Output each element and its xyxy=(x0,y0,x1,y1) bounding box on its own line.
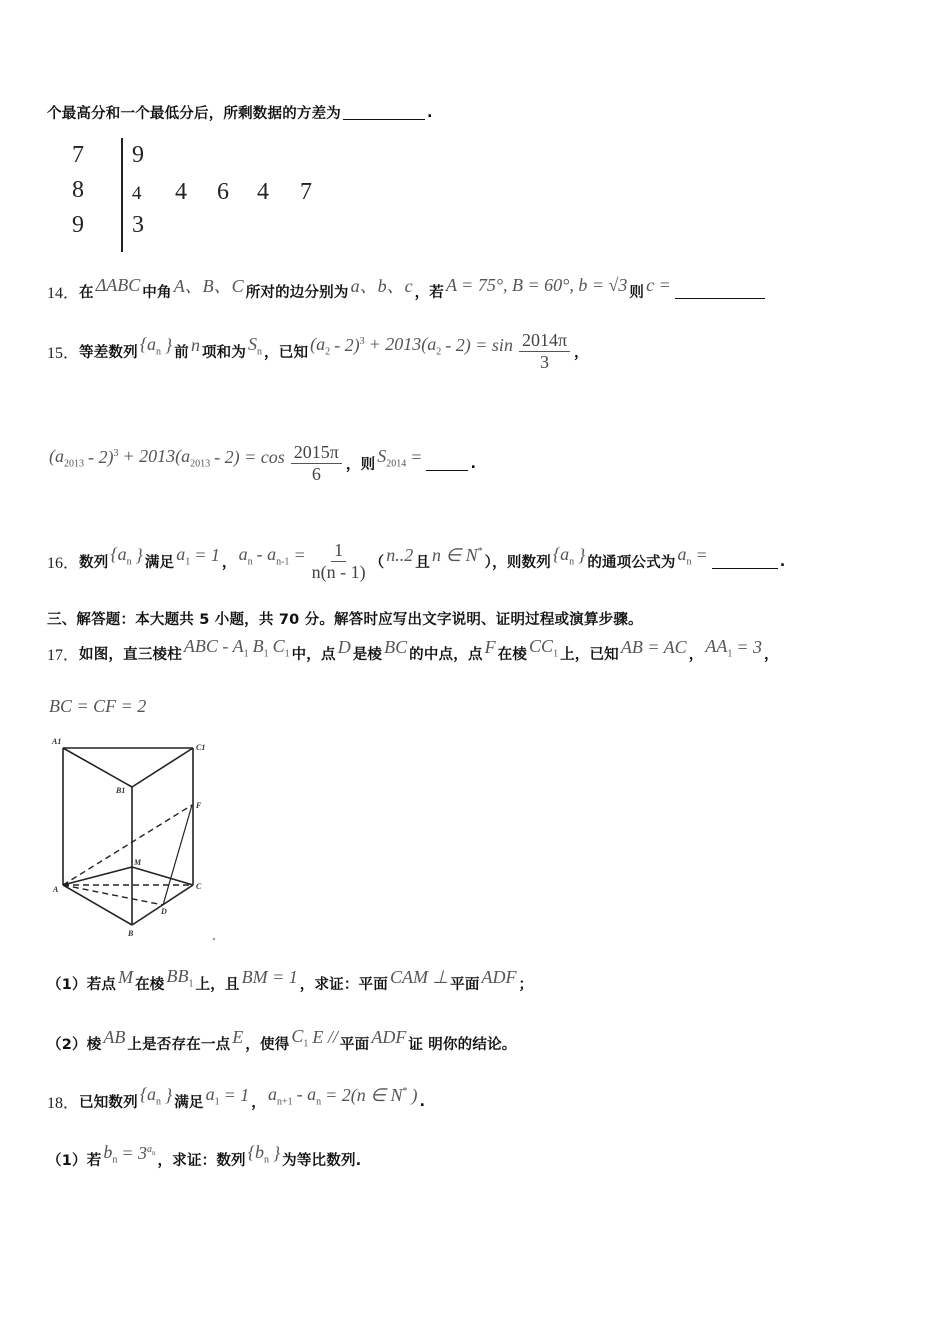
text-run: BB xyxy=(166,966,189,986)
text-run: ， xyxy=(764,647,779,664)
text-run: {a xyxy=(139,333,157,354)
subscript: 2 xyxy=(325,346,331,358)
text-run: } xyxy=(578,545,586,565)
stem: 9 xyxy=(72,212,84,238)
text-run: a xyxy=(238,543,248,564)
subscript: n xyxy=(686,556,692,568)
text-run: ， xyxy=(688,647,704,664)
text-run: C xyxy=(272,636,285,656)
superscript: * xyxy=(477,546,483,557)
leaf: 7 xyxy=(300,179,312,205)
text-run: = 3 xyxy=(736,637,763,658)
text-run: = xyxy=(410,447,423,467)
label-a: A xyxy=(53,885,59,894)
text-run: 在棱 xyxy=(497,647,528,664)
text-run: 已知数列 xyxy=(79,1095,138,1112)
text-run: （1）若点 xyxy=(47,977,117,994)
text-run: - 2) xyxy=(334,335,360,355)
text-run: CAM ⊥ xyxy=(389,967,449,988)
text-run: 等差数列 xyxy=(79,345,138,361)
stem: 8 xyxy=(72,177,84,203)
label-b: B xyxy=(128,929,134,938)
text-run: = 1 xyxy=(194,545,220,565)
subscript: 2014 xyxy=(386,458,407,470)
text-run: 满足 xyxy=(174,1095,204,1112)
superscript: 3 xyxy=(359,336,365,347)
leaf: 6 xyxy=(217,179,229,205)
subscript: 2013 xyxy=(190,458,211,470)
text-run: a xyxy=(205,1084,215,1104)
text-run: A = 75°, B = 60°, b = √3 xyxy=(446,274,628,295)
text-run: (a xyxy=(310,333,326,354)
fraction-denominator: 6 xyxy=(311,464,321,484)
text-run: n..2 xyxy=(386,545,414,565)
text-run: 项和为 xyxy=(201,345,247,361)
text-run: {a xyxy=(139,1084,157,1104)
subscript: n xyxy=(156,346,162,358)
subscript: n xyxy=(156,1096,162,1108)
subscript: 1 xyxy=(284,648,290,660)
text-run: 是棱 xyxy=(352,647,383,664)
text-run: ，若 xyxy=(414,284,444,301)
fraction-numerator: 2014π xyxy=(519,330,570,352)
subscript: 1 xyxy=(214,1096,220,1108)
text-run: ； xyxy=(518,977,534,994)
subscript: 2 xyxy=(436,346,442,358)
text-run: 则 xyxy=(629,284,645,301)
text-run: ，已知 xyxy=(264,345,309,361)
leaf: 4 xyxy=(257,179,269,205)
subscript: 1 xyxy=(188,978,194,990)
text-run: 且 xyxy=(415,555,430,571)
text-run: 16． xyxy=(47,555,80,572)
text-run: BC = CF = 2 xyxy=(49,696,147,716)
text-run: 的中点，点 xyxy=(409,647,483,664)
fraction-denominator: 3 xyxy=(539,352,549,372)
text-run: 15． xyxy=(47,345,80,362)
text-run: 个最高分和一个最低分后，所剩数据的方差为 xyxy=(47,106,341,122)
subscript: n+1 xyxy=(277,1096,293,1108)
text-run: C xyxy=(291,1026,304,1046)
text-run: B xyxy=(252,636,264,656)
leaf: 9 xyxy=(132,142,144,168)
subscript: n xyxy=(126,556,132,568)
text-run: 上，且 xyxy=(195,977,240,994)
text-run: A、B、C xyxy=(173,276,244,296)
text-run: CC xyxy=(529,636,554,656)
text-run: ΔABC xyxy=(95,274,141,295)
text-run: - a xyxy=(296,1084,317,1104)
superscript: 3 xyxy=(113,448,119,459)
label-f: F xyxy=(196,801,202,810)
label-m: M xyxy=(134,858,142,867)
text-run: 在棱 xyxy=(135,977,165,994)
edge-a-m xyxy=(63,867,132,885)
text-run: } xyxy=(165,335,173,355)
dashed-a-d xyxy=(63,885,163,905)
text-run: ，求证：平面 xyxy=(299,977,388,994)
text-run: D xyxy=(337,637,351,658)
text-run: (a xyxy=(49,445,64,466)
text-run: 中，点 xyxy=(291,647,336,664)
text-run: + 2013(a xyxy=(122,445,191,466)
text-run: 的通项公式为 xyxy=(587,555,676,571)
label-c: C xyxy=(196,882,202,891)
text-run: = 3 xyxy=(121,1143,148,1164)
subscript: n xyxy=(112,1154,118,1166)
text-run: + 2013(a xyxy=(368,333,437,354)
text-run: ) xyxy=(411,1085,418,1106)
text-run: {a xyxy=(552,543,570,564)
text-run: E xyxy=(232,1027,244,1048)
text-run: 所对的边分别为 xyxy=(245,284,349,301)
text-run: AB = AC xyxy=(620,637,687,658)
fraction-numerator: 1 xyxy=(331,540,346,562)
text-run: 14． xyxy=(47,284,80,302)
text-run: 数列 xyxy=(79,555,109,571)
text-run: - 2) = cos xyxy=(214,447,285,467)
text-run: a xyxy=(268,1084,277,1104)
text-run: 17． xyxy=(47,647,80,665)
text-run: ，则 xyxy=(345,457,376,473)
text-run: 上是否存在一点 xyxy=(127,1037,231,1054)
subscript: n xyxy=(569,556,575,568)
label-b1: B1 xyxy=(116,786,126,795)
leaf: 4 xyxy=(175,179,187,205)
text-run: （1）若 xyxy=(47,1153,102,1170)
text-run: 中角 xyxy=(142,284,172,301)
subscript: 1 xyxy=(263,648,269,660)
subscript: 1 xyxy=(553,648,559,660)
leaf: 3 xyxy=(132,212,144,238)
subscript: 1 xyxy=(303,1038,309,1050)
text-run: - 2) xyxy=(88,447,114,467)
text-run: - a xyxy=(256,543,277,564)
text-run: 前 xyxy=(174,345,189,361)
text-run: ADF xyxy=(371,1027,407,1048)
superscript: * xyxy=(402,1086,408,1098)
fraction-denominator: n(n - 1) xyxy=(311,562,366,582)
text-run: AB xyxy=(103,1027,126,1048)
text-run: ， xyxy=(251,1095,266,1112)
text-run: ，使得 xyxy=(245,1037,290,1054)
text-run: （2）棱 xyxy=(47,1037,102,1054)
text-run: a xyxy=(677,543,687,564)
superscript: an xyxy=(147,1144,156,1158)
fraction-numerator: 2015π xyxy=(291,442,342,464)
text-run: a、b、c xyxy=(350,276,413,296)
text-run: b xyxy=(103,1142,113,1162)
text-run: {b xyxy=(247,1142,264,1162)
text-run: n ∈ N xyxy=(431,545,478,565)
subscript: n-1 xyxy=(276,556,290,568)
stem: 7 xyxy=(72,142,84,168)
text-run: } xyxy=(272,1143,281,1164)
text-run: } xyxy=(165,1085,173,1106)
text-run: AA xyxy=(705,636,728,656)
leaf: 4 xyxy=(132,183,142,204)
label-c1: C1 xyxy=(196,743,206,752)
edge-a-b xyxy=(63,885,132,925)
text-run: S xyxy=(377,445,387,466)
edge-m-c xyxy=(132,867,193,885)
text-run: ， xyxy=(221,555,237,571)
text-run: 三、解答题：本大题共 5 小题，共 70 分。解答时应写出文字说明、证明过程或演算步骤。 xyxy=(47,612,643,628)
text-run: = 2(n ∈ N xyxy=(325,1085,403,1106)
subscript: n xyxy=(257,346,263,358)
text-run: = 1 xyxy=(223,1085,250,1106)
text-run: 证 明你的结论。 xyxy=(408,1037,517,1054)
text-run: ， xyxy=(574,345,589,361)
text-run: ，求证：数列 xyxy=(157,1153,246,1170)
text-run: n xyxy=(190,335,200,355)
text-run: （ xyxy=(369,555,385,571)
text-run: = xyxy=(695,545,708,565)
text-run: 为等比数列. xyxy=(282,1153,362,1170)
text-run: 18． xyxy=(47,1095,80,1113)
text-run: 如图，直三棱柱 xyxy=(79,647,182,664)
text-run: BM = 1 xyxy=(241,967,298,988)
text-run: ），则数列 xyxy=(484,555,551,571)
text-run: 平面 xyxy=(339,1037,370,1054)
text-run: } xyxy=(135,545,143,565)
text-run: 在 xyxy=(79,284,94,301)
paragraph-mark xyxy=(213,938,215,940)
text-run: . xyxy=(427,104,433,121)
label-a1: A1 xyxy=(52,737,62,746)
text-run: M xyxy=(118,967,134,988)
subscript: 1 xyxy=(243,648,249,660)
subscript: n xyxy=(316,1096,322,1108)
text-run: S xyxy=(248,333,258,354)
text-run: - 2) = sin xyxy=(445,335,513,355)
label-d: D xyxy=(161,907,167,916)
subscript: n xyxy=(247,556,253,568)
text-run: 平面 xyxy=(450,977,480,994)
text-run: 上，已知 xyxy=(560,647,619,664)
text-run: c = xyxy=(646,274,671,295)
text-run: E // xyxy=(312,1027,338,1048)
text-run: . xyxy=(419,1093,426,1110)
text-run: ADF xyxy=(481,967,517,988)
text-run: {a xyxy=(110,543,127,564)
text-run: F xyxy=(484,637,496,658)
subscript: n xyxy=(263,1154,269,1166)
text-run: 满足 xyxy=(144,555,175,571)
edge-b1-c1 xyxy=(132,748,193,787)
subscript: 2013 xyxy=(64,458,84,470)
text-run: = xyxy=(293,545,306,565)
subscript: 1 xyxy=(185,556,191,568)
text-run: BC xyxy=(384,637,408,658)
text-run: ABC - A xyxy=(183,636,244,656)
subscript: 1 xyxy=(727,648,733,660)
text-run: . xyxy=(470,455,477,472)
text-run: a xyxy=(176,543,186,564)
edge-a1-b1 xyxy=(63,748,132,787)
text-run: . xyxy=(779,553,786,570)
